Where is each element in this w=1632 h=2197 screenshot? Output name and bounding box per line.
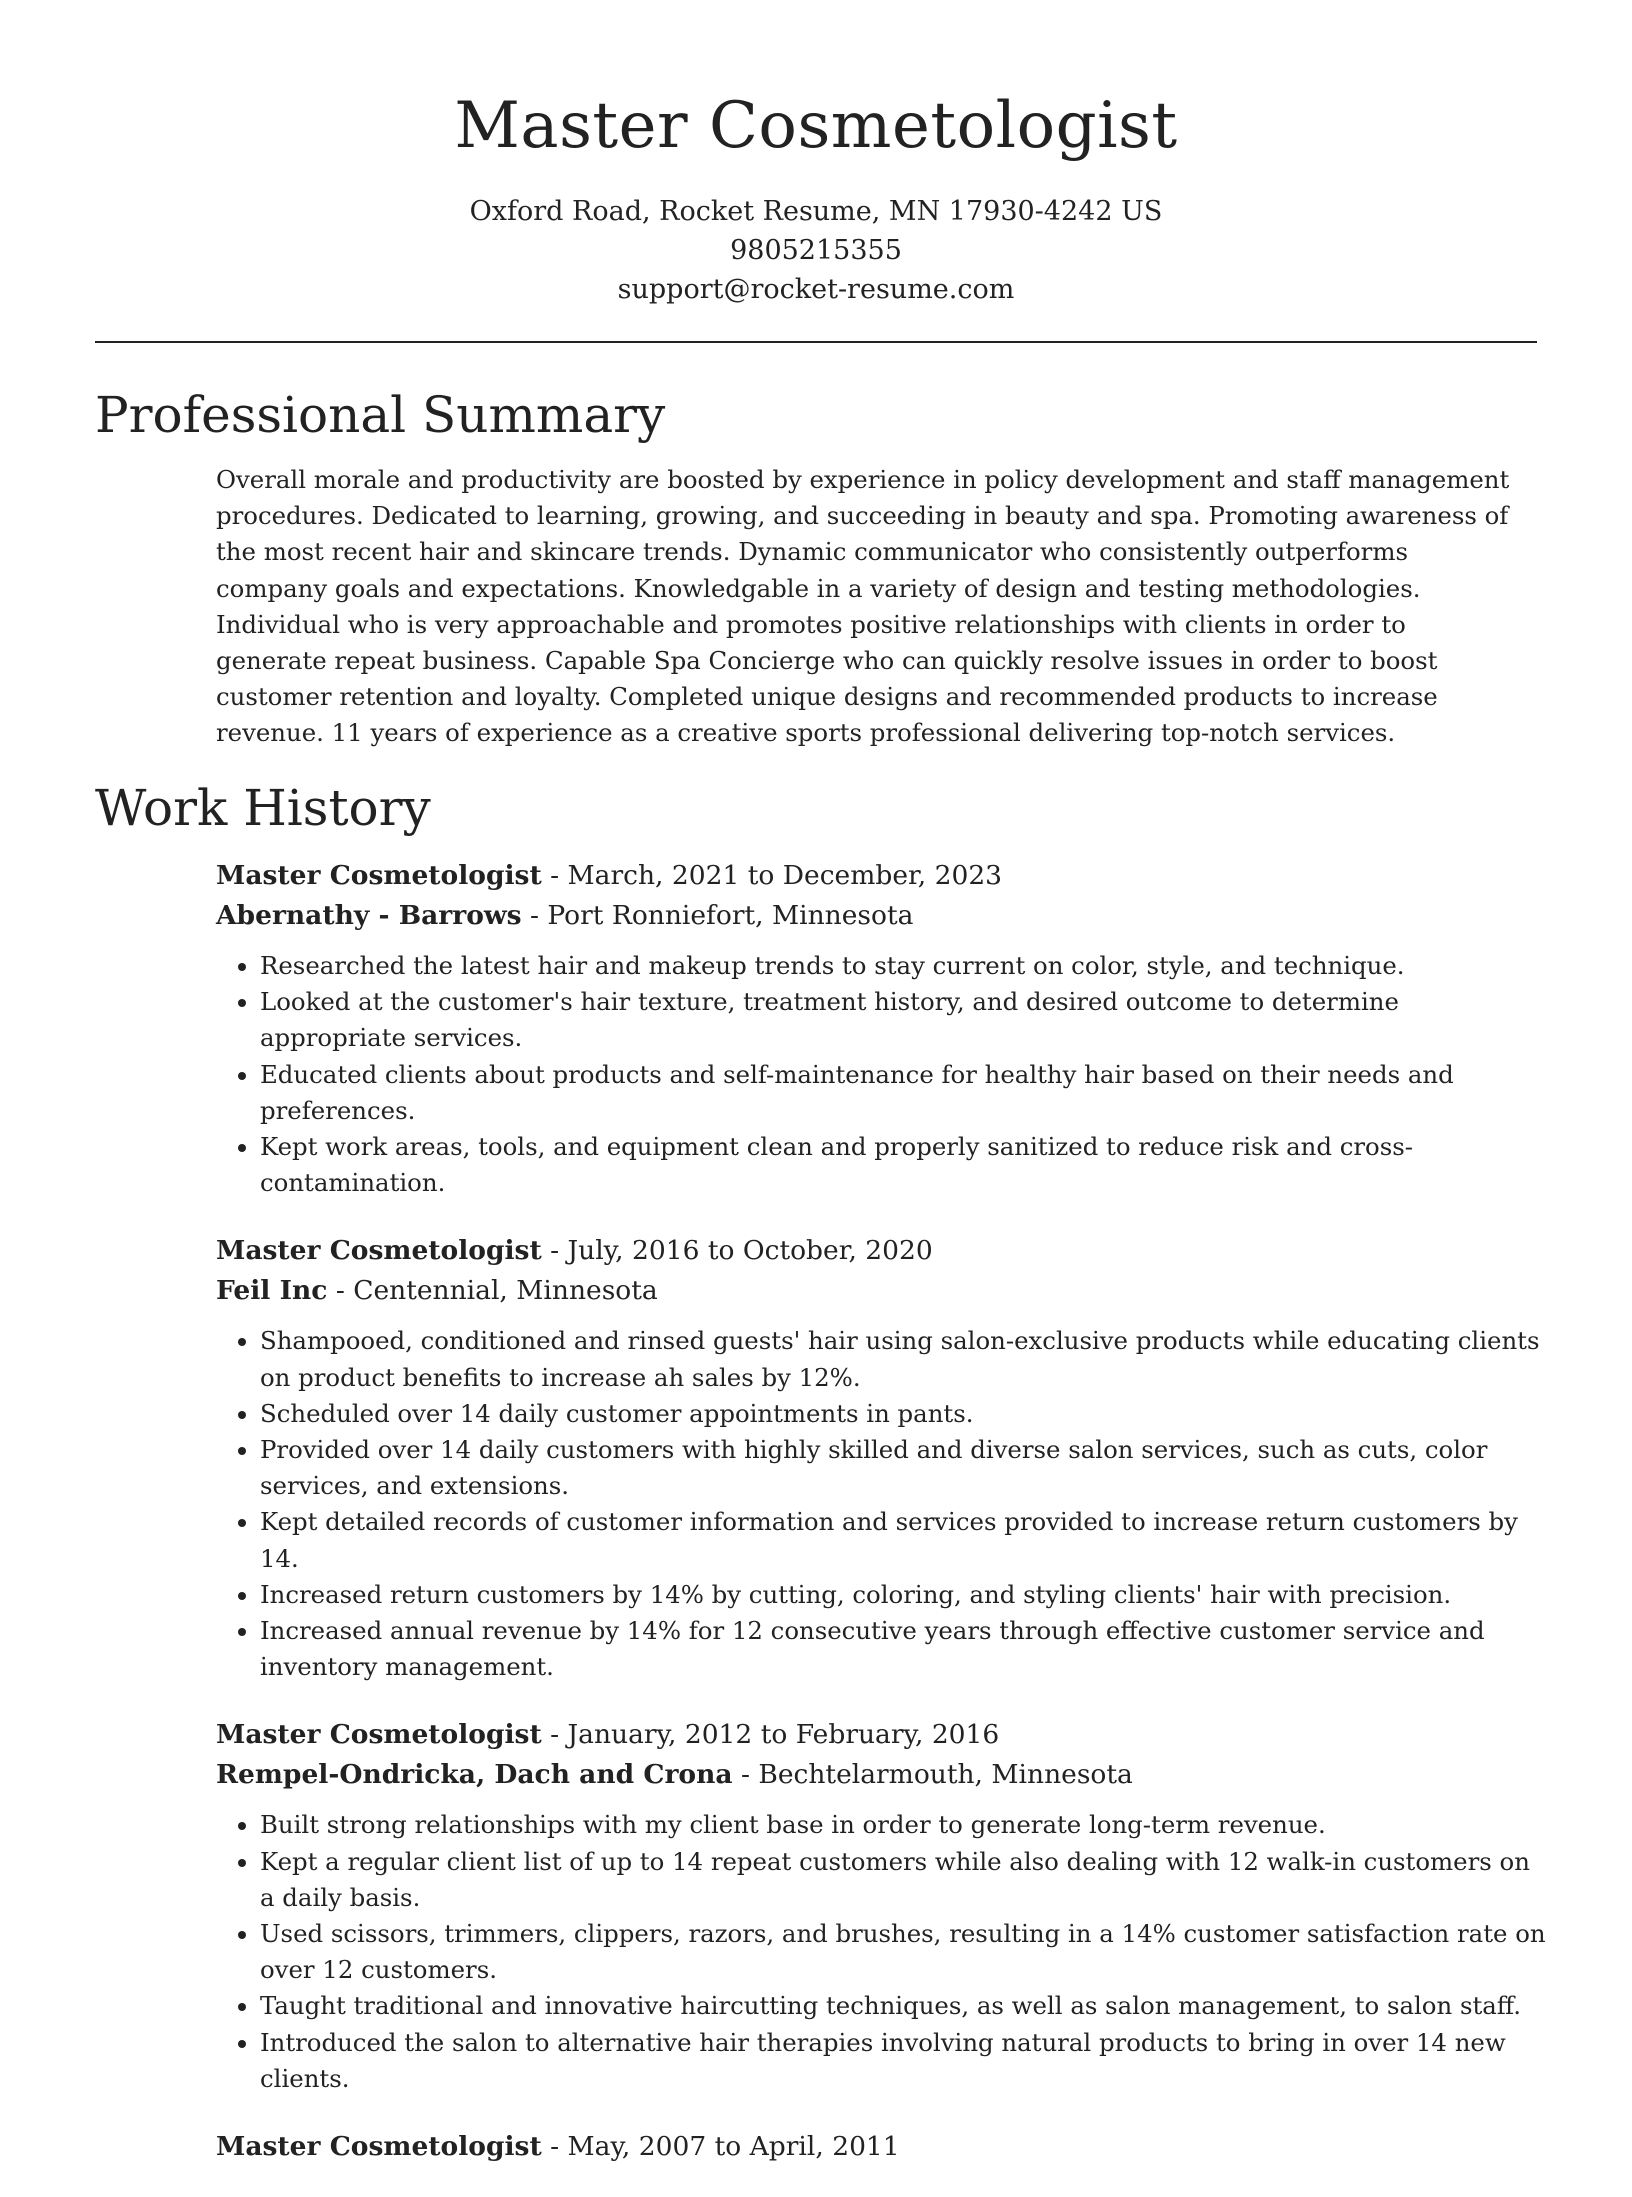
job-bullet: • Provided over 14 daily customers with highly skilled and diverse salon services, such as cuts, color services, and extensions. — [260, 1432, 1546, 1504]
job-title-line — [216, 2127, 1546, 2167]
phone: 9805215355 — [730, 235, 902, 266]
job-bullet: • Increased annual revenue by 14% for 12 consecutive years through effective customer service and inventory management. — [260, 1613, 1546, 1685]
job-title-line — [216, 1715, 1546, 1755]
email: support@rocket-resume.com — [617, 274, 1015, 305]
job-bullet: • Kept work areas, tools, and equipment clean and properly sanitized to reduce risk and cross-contamination. — [260, 1129, 1546, 1201]
summary-heading: Professional Summary — [95, 386, 666, 444]
job-title-line — [216, 1231, 1546, 1271]
job-bullet: • Looked at the customer's hair texture, treatment history, and desired outcome to determine appropriate services. — [260, 984, 1546, 1056]
job-bullet: • Increased return customers by 14% by cutting, coloring, and styling clients' hair with precision. — [260, 1577, 1546, 1613]
job-entry — [216, 1231, 1546, 1685]
job-bullet: • Built strong relationships with my client base in order to generate long-term revenue. — [260, 1807, 1546, 1843]
job-dates: - July, 2016 to October, 2020 — [541, 1235, 933, 1267]
job-bullets — [216, 948, 1546, 1201]
job-bullet: • Taught traditional and innovative haircutting techniques, as well as salon management, to salon staff. — [260, 1988, 1546, 2024]
job-position: Master Cosmetologist — [216, 860, 542, 891]
job-position: Master Cosmetologist — [216, 1235, 542, 1267]
resume-header — [0, 0, 1632, 309]
candidate-name: Master Cosmetologist — [454, 89, 1178, 163]
job-bullet: • Introduced the salon to alternative hair therapies involving natural products to bring in over 14 new clients. — [260, 2025, 1546, 2097]
job-bullet: • Kept a regular client list of up to 14 repeat customers while also dealing with 12 walk-in customers on a daily basis. — [260, 1844, 1546, 1916]
contact-info — [0, 192, 1632, 309]
address: Oxford Road, Rocket Resume, MN 17930-4242 US — [469, 196, 1163, 227]
job-title-line — [216, 856, 1546, 896]
job-location: - Bechtelarmouth, Minnesota — [732, 1759, 1133, 1791]
job-entry — [216, 2127, 1546, 2167]
job-bullet: • Shampooed, conditioned and rinsed guests' hair using salon-exclusive products while educating clients on product benefits to increase ah sales by 12%. — [260, 1323, 1546, 1395]
job-bullet: • Scheduled over 14 daily customer appointments in pants. — [260, 1396, 1546, 1432]
job-bullet: • Educated clients about products and self-maintenance for healthy hair based on their needs and preferences. — [260, 1057, 1546, 1129]
job-company-line — [216, 896, 1546, 936]
job-dates: - January, 2012 to February, 2016 — [541, 1719, 1000, 1751]
job-entry — [216, 1715, 1546, 2097]
job-bullets — [216, 1323, 1546, 1685]
job-company: Feil Inc — [216, 1275, 328, 1307]
job-company: Abernathy - Barrows — [216, 900, 522, 931]
header-divider — [95, 341, 1537, 343]
job-location: - Port Ronniefort, Minnesota — [521, 900, 914, 931]
job-bullet: • Kept detailed records of customer information and services provided to increase return customers by 14. — [260, 1504, 1546, 1576]
work-history-list — [216, 856, 1546, 2197]
job-company-line — [216, 1271, 1546, 1311]
job-dates: - May, 2007 to April, 2011 — [541, 2131, 900, 2163]
job-bullet: • Used scissors, trimmers, clippers, razors, and brushes, resulting in a 14% customer satisfaction rate on over 12 customers. — [260, 1916, 1546, 1988]
job-location: - Centennial, Minnesota — [327, 1275, 658, 1307]
job-position: Master Cosmetologist — [216, 1719, 542, 1751]
work-history-heading: Work History — [95, 779, 431, 837]
job-bullets — [216, 1807, 1546, 2097]
job-bullet: • Researched the latest hair and makeup trends to stay current on color, style, and technique. — [260, 948, 1546, 984]
job-position: Master Cosmetologist — [216, 2131, 542, 2163]
job-dates: - March, 2021 to December, 2023 — [541, 860, 1003, 891]
job-company-line — [216, 1755, 1546, 1795]
job-company: Rempel-Ondricka, Dach and Crona — [216, 1759, 733, 1791]
summary-text: Overall morale and productivity are boosted by experience in policy development and staff management procedures. Dedicated to learning, growing, and succeeding in beauty and spa. Promoting awareness of the most recent hair and skincare trends. Dynamic communicator who consistently outperforms company goals and expectations. Knowledgable in a variety of design and testing methodologies. Individual who is very approachable and promotes positive relationships with clients in order to generate repeat business. Capable Spa Concierge who can quickly resolve issues in order to boost customer retention and loyalty. Completed unique designs and recommended products to increase revenue. 11 years of experience as a creative sports professional delivering top-notch services. — [216, 465, 1510, 748]
job-entry — [216, 856, 1546, 1201]
